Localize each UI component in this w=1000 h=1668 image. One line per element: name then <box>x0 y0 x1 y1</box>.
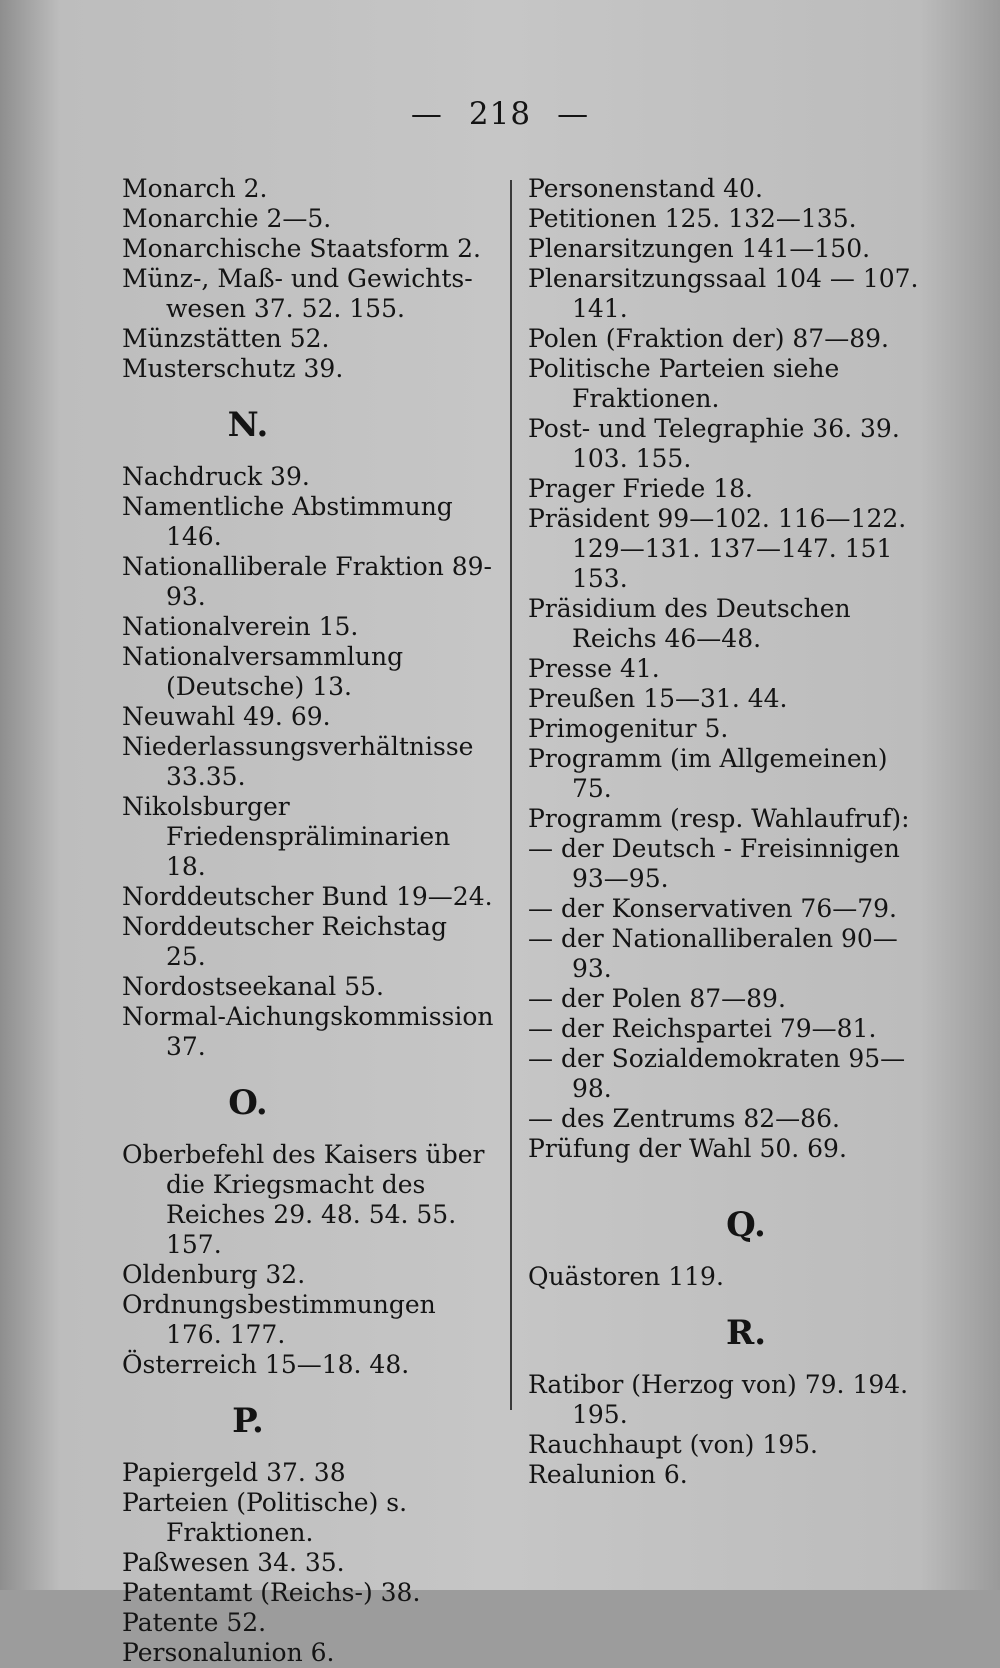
index-entry: Quästoren 119. <box>528 1262 724 1291</box>
index-entry: Münzstätten 52. <box>122 324 330 353</box>
page-dash-left: — <box>410 96 443 132</box>
section-letter: R. <box>725 1313 767 1353</box>
index-entry: Politische Parteien siehe Fraktionen. <box>528 354 840 413</box>
index-entry: Oldenburg 32. <box>122 1260 306 1289</box>
index-entry: Programm (resp. Wahlaufruf): <box>528 804 910 833</box>
index-entry: Nationalversammlung (Deutsche) 13. <box>122 642 404 701</box>
index-entry: Nationalliberale Fraktion 89-93. <box>122 552 493 611</box>
index-entry: Presse 41. <box>528 654 660 683</box>
page-number: 218 <box>468 96 532 132</box>
index-entry: Österreich 15—18. 48. <box>122 1350 410 1379</box>
index-entry: Münz-, Maß- und Gewichts-wesen 37. 52. 155. <box>122 264 473 323</box>
index-entry: Polen (Fraktion der) 87—89. <box>528 324 889 353</box>
index-entry: — des Zentrums 82—86. <box>528 1104 840 1133</box>
index-entry: Prüfung der Wahl 50. 69. <box>528 1134 847 1163</box>
index-column-left <box>122 174 494 1668</box>
index-entry: Norddeutscher Bund 19—24. <box>122 882 493 911</box>
index-entry: Plenarsitzungen 141—150. <box>528 234 871 263</box>
index-entry: Papiergeld 37. 38 <box>122 1458 346 1487</box>
index-entry: Post- und Telegraphie 36. 39. 103. 155. <box>528 414 900 473</box>
index-entry: Primogenitur 5. <box>528 714 729 743</box>
index-entry: Realunion 6. <box>528 1460 688 1489</box>
index-entry: Musterschutz 39. <box>122 354 344 383</box>
index-entry: Ratibor (Herzog von) 79. 194. 195. <box>528 1370 909 1429</box>
index-entry: Namentliche Abstimmung 146. <box>122 492 453 551</box>
index-entry: — der Deutsch - Freisinnigen 93—95. <box>528 834 900 893</box>
index-column-right <box>528 174 924 1490</box>
index-entry: Prager Friede 18. <box>528 474 753 503</box>
index-entry: Rauchhaupt (von) 195. <box>528 1430 819 1459</box>
index-entry: Personenstand 40. <box>528 174 763 203</box>
section-letter: N. <box>227 405 269 445</box>
index-entry: — der Polen 87—89. <box>528 984 786 1013</box>
index-entry: Parteien (Politische) s. Fraktionen. <box>122 1488 408 1547</box>
index-entry: Norddeutscher Reichstag 25. <box>122 912 447 971</box>
column-divider <box>510 180 512 1410</box>
index-entry: Nationalverein 15. <box>122 612 359 641</box>
index-entry: Paßwesen 34. 35. <box>122 1548 345 1577</box>
index-entry: Nikolsburger Friedenspräliminarien 18. <box>122 792 451 881</box>
index-entry: Plenarsitzungssaal 104 — 107. 141. <box>528 264 919 323</box>
index-entry: Preußen 15—31. 44. <box>528 684 788 713</box>
index-entry: Ordnungsbestimmungen 176. 177. <box>122 1290 436 1349</box>
index-entry: Nordostseekanal 55. <box>122 972 384 1001</box>
index-entry: Präsidium des Deutschen Reichs 46—48. <box>528 594 851 653</box>
index-entry: Personalunion 6. <box>122 1638 335 1667</box>
section-letter: O. <box>228 1083 268 1123</box>
index-entry: Monarchie 2—5. <box>122 204 332 233</box>
index-entry: — der Konservativen 76—79. <box>528 894 897 923</box>
index-entry: Nachdruck 39. <box>122 462 310 491</box>
index-entry: Petitionen 125. 132—135. <box>528 204 857 233</box>
index-entry: Präsident 99—102. 116—122. 129—131. 137—147. 151 153. <box>528 504 907 593</box>
index-entry: Normal-Aichungskommission 37. <box>122 1002 494 1061</box>
index-entry: Patente 52. <box>122 1608 267 1637</box>
section-letter: Q. <box>726 1205 766 1245</box>
index-entry: Niederlassungsverhältnisse 33.35. <box>122 732 474 791</box>
index-entry: — der Nationalliberalen 90—93. <box>528 924 898 983</box>
index-entry: Monarch 2. <box>122 174 268 203</box>
index-entry: Neuwahl 49. 69. <box>122 702 331 731</box>
index-entry: Monarchische Staatsform 2. <box>122 234 481 263</box>
index-entry: Oberbefehl des Kaisers über die Kriegsmacht des Reiches 29. 48. 54. 55. 157. <box>122 1140 485 1259</box>
index-entry: Programm (im Allgemeinen) 75. <box>528 744 888 803</box>
page-number-line <box>0 96 1000 132</box>
index-entry: — der Sozialdemokraten 95—98. <box>528 1044 906 1103</box>
section-letter: P. <box>232 1401 264 1441</box>
index-entry: — der Reichspartei 79—81. <box>528 1014 877 1043</box>
page-dash-right: — <box>557 96 590 132</box>
index-entry: Patentamt (Reichs-) 38. <box>122 1578 421 1607</box>
